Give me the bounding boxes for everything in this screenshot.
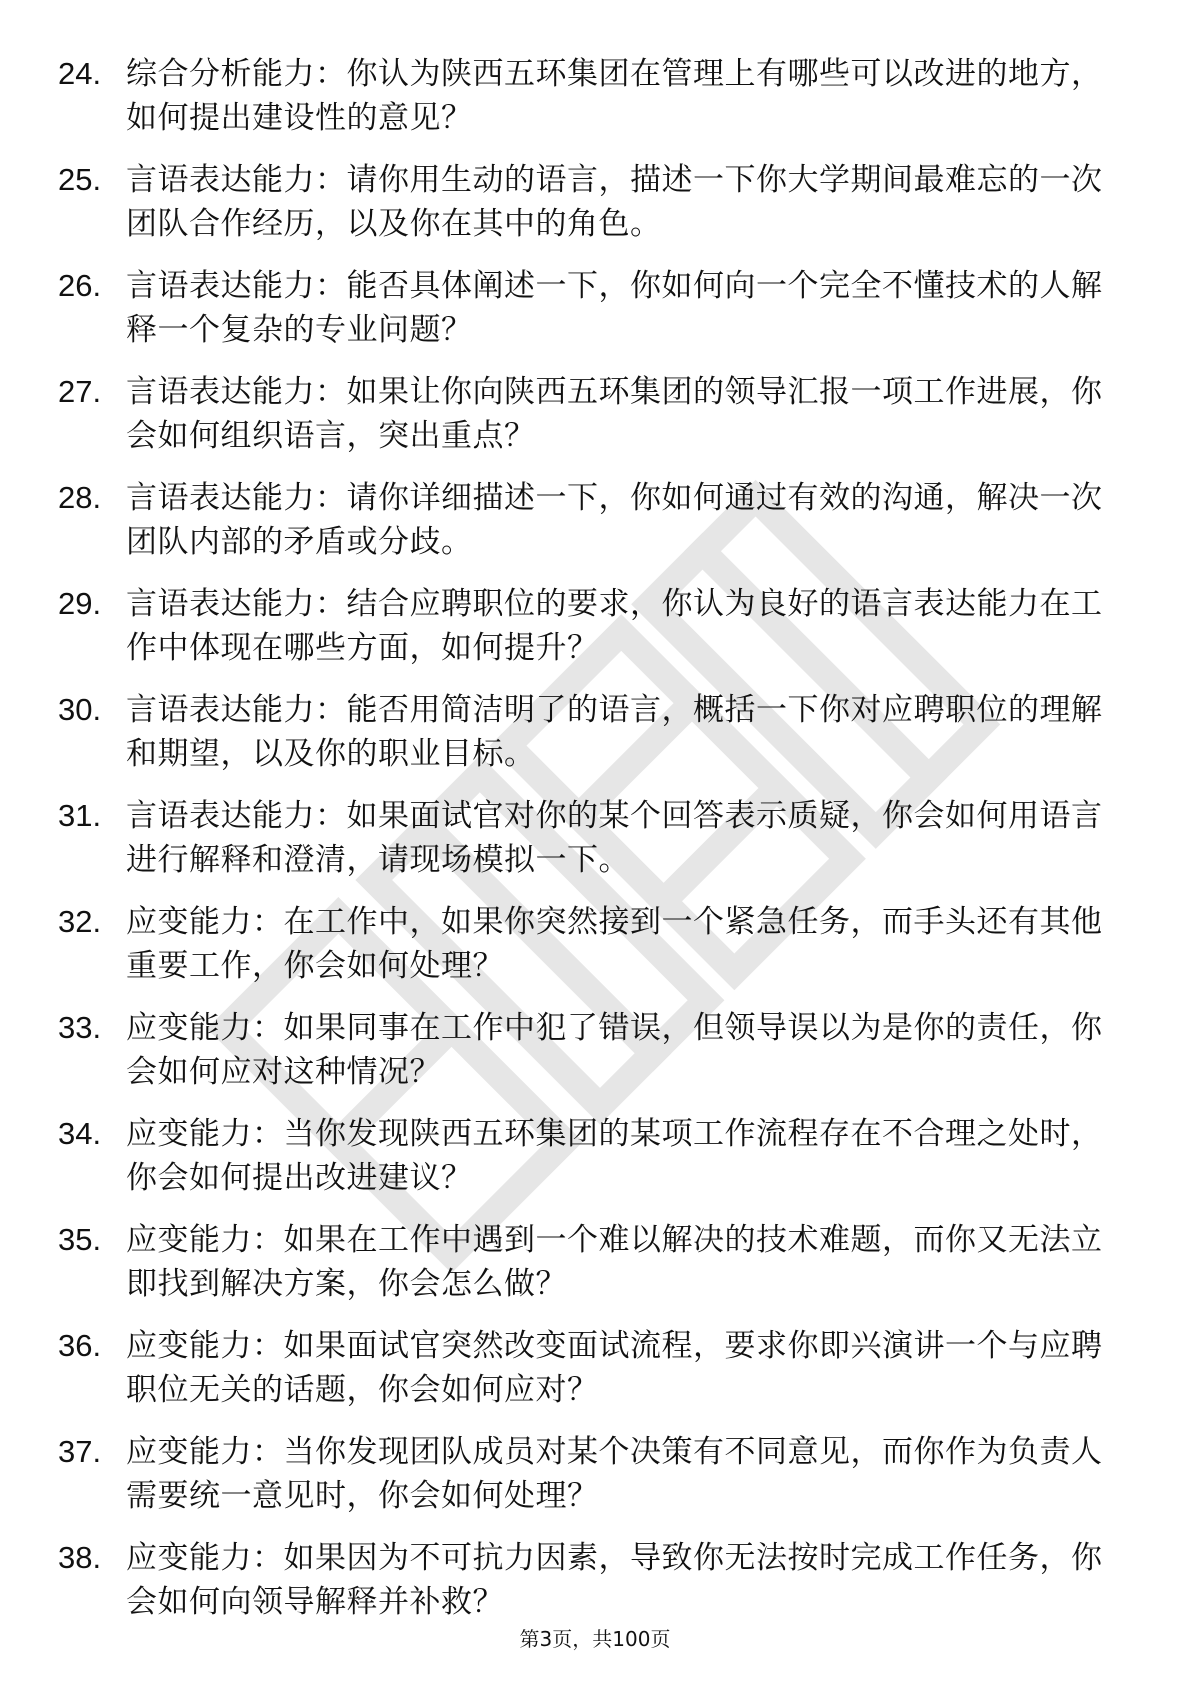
question-text: 应变能力：当你发现陕西五环集团的某项工作流程存在不合理之处时，你会如何提出改进建议？ [126, 1116, 1103, 1196]
question-number: 28. [58, 480, 102, 515]
question-text: 言语表达能力：如果面试官对你的某个回答表示质疑，你会如何用语言进行解释和澄清，请现场模拟一下。 [126, 798, 1103, 878]
question-number: 26. [58, 268, 102, 303]
question-item [58, 1218, 1130, 1324]
question-number: 32. [58, 904, 102, 939]
question-item [58, 1324, 1130, 1430]
question-item [58, 1430, 1130, 1536]
question-item [58, 370, 1130, 476]
question-text: 言语表达能力：能否用简洁明了的语言，概括一下你对应聘职位的理解和期望，以及你的职业目标。 [126, 692, 1103, 772]
question-list [58, 52, 1130, 1642]
question-text: 应变能力：如果因为不可抗力因素，导致你无法按时完成工作任务，你会如何向领导解释并补救？ [126, 1540, 1103, 1620]
question-text: 应变能力：在工作中，如果你突然接到一个紧急任务，而手头还有其他重要工作，你会如何处理？ [126, 904, 1103, 984]
page-footer: 第3页，共100页 [519, 1627, 671, 1651]
question-text: 应变能力：当你发现团队成员对某个决策有不同意见，而你作为负责人需要统一意见时，你会如何处理？ [126, 1434, 1103, 1514]
question-item [58, 1112, 1130, 1218]
question-number: 36. [58, 1328, 102, 1363]
question-number: 38. [58, 1540, 102, 1575]
question-text: 应变能力：如果在工作中遇到一个难以解决的技术难题，而你又无法立即找到解决方案，你会怎么做？ [126, 1222, 1103, 1302]
question-text: 综合分析能力：你认为陕西五环集团在管理上有哪些可以改进的地方，如何提出建设性的意见？ [126, 56, 1103, 136]
question-text: 言语表达能力：请你用生动的语言，描述一下你大学期间最难忘的一次团队合作经历，以及你在其中的角色。 [126, 162, 1103, 242]
question-number: 30. [58, 692, 102, 727]
question-item [58, 1006, 1130, 1112]
question-number: 27. [58, 374, 102, 409]
question-number: 33. [58, 1010, 102, 1045]
question-item [58, 582, 1130, 688]
question-text: 言语表达能力：结合应聘职位的要求，你认为良好的语言表达能力在工作中体现在哪些方面，如何提升？ [126, 586, 1103, 666]
question-text: 应变能力：如果同事在工作中犯了错误，但领导误以为是你的责任，你会如何应对这种情况？ [126, 1010, 1103, 1090]
question-number: 24. [58, 56, 102, 91]
question-item [58, 264, 1130, 370]
question-item [58, 52, 1130, 158]
question-item [58, 688, 1130, 794]
question-text: 言语表达能力：能否具体阐述一下，你如何向一个完全不懂技术的人解释一个复杂的专业问题？ [126, 268, 1103, 348]
question-text: 言语表达能力：请你详细描述一下，你如何通过有效的沟通，解决一次团队内部的矛盾或分歧。 [126, 480, 1103, 560]
question-item [58, 476, 1130, 582]
question-number: 29. [58, 586, 102, 621]
question-item [58, 158, 1130, 264]
question-number: 37. [58, 1434, 102, 1469]
question-number: 35. [58, 1222, 102, 1257]
question-text: 言语表达能力：如果让你向陕西五环集团的领导汇报一项工作进展，你会如何组织语言，突出重点？ [126, 374, 1103, 454]
question-number: 34. [58, 1116, 102, 1151]
question-item [58, 794, 1130, 900]
question-number: 25. [58, 162, 102, 197]
question-text: 应变能力：如果面试官突然改变面试流程，要求你即兴演讲一个与应聘职位无关的话题，你会如何应对？ [126, 1328, 1103, 1408]
question-number: 31. [58, 798, 102, 833]
question-item [58, 900, 1130, 1006]
